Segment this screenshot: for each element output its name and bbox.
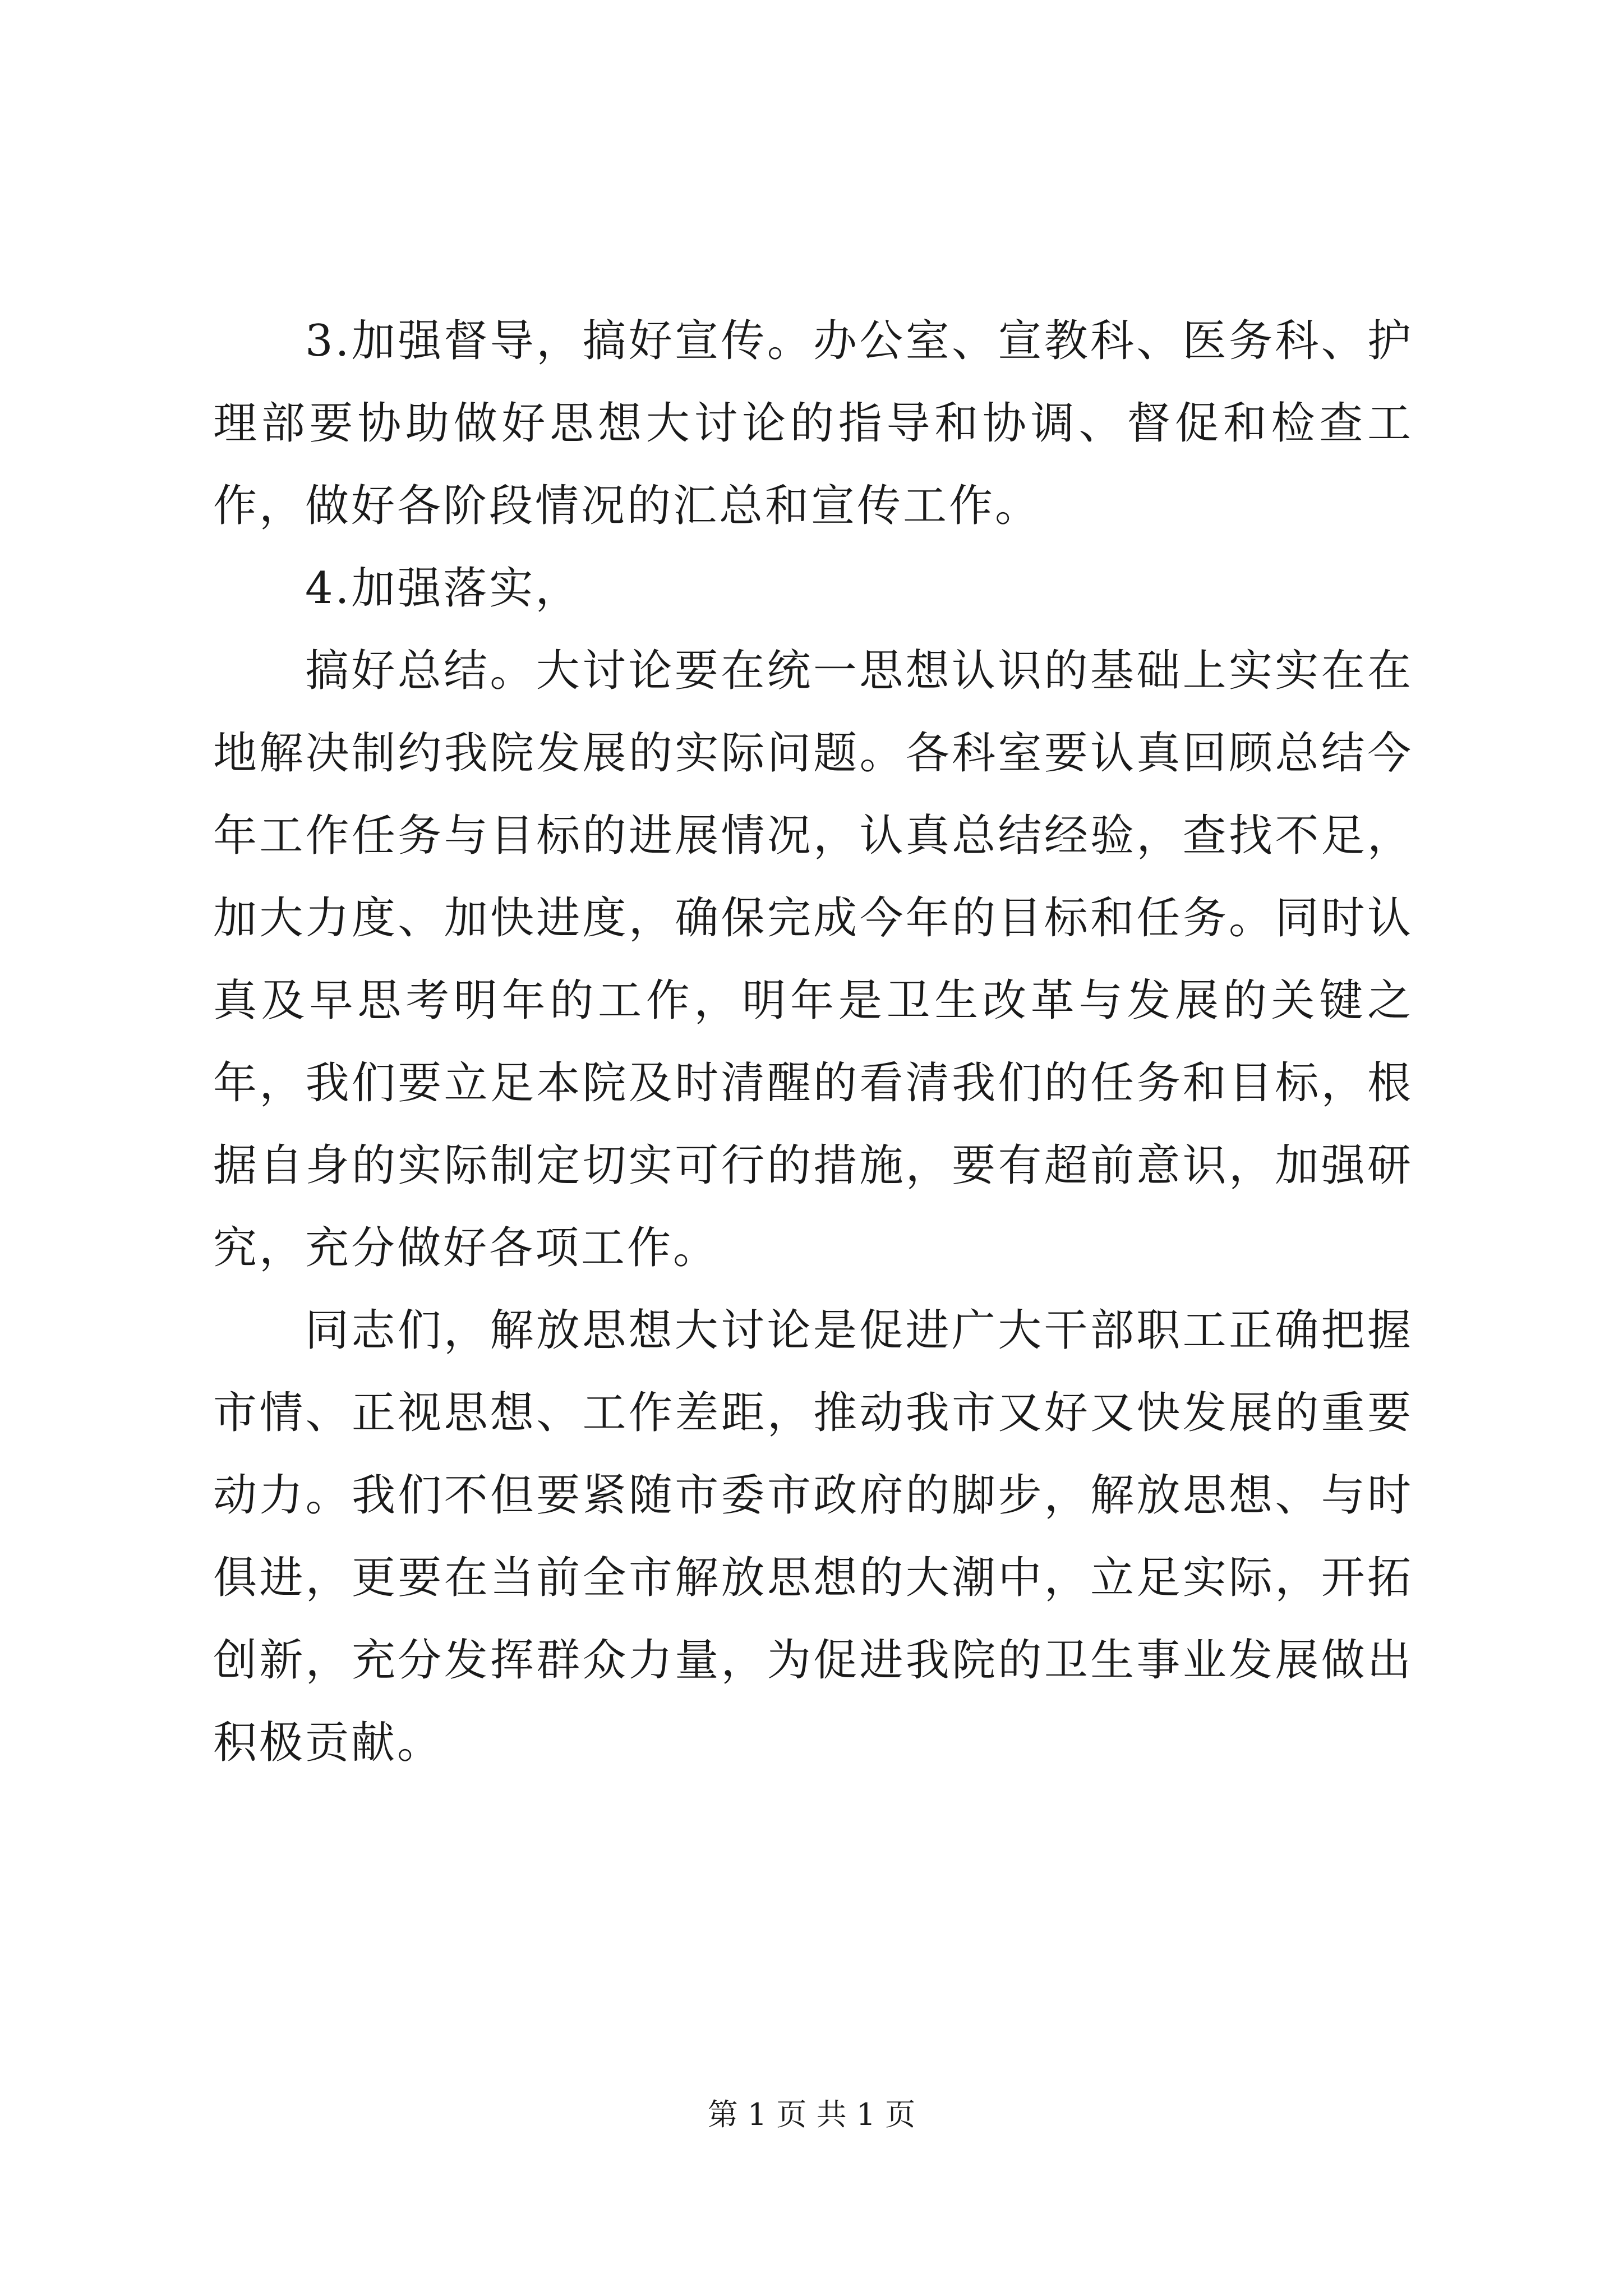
paragraph-implementation-heading: 4.加强落实，	[305, 563, 582, 614]
page-number: 第 1 页 共 1 页	[707, 2097, 916, 2132]
document-body	[213, 300, 1413, 1784]
paragraph-supervision: 3.加强督导，搞好宣传。办公室、宣教科、医务科、护理部要协助做好思想大讨论的指导和协调、督促和检查工作，做好各阶段情况的汇总和宣传工作。	[213, 316, 1413, 531]
paragraph-closing: 同志们，解放思想大讨论是促进广大干部职工正确把握市情、正视思想、工作差距，推动我市又好又快发展的重要动力。我们不但要紧随市委市政府的脚步，解放思想、与时俱进，更要在当前全市解放思想的大潮中，立足实际，开拓创新，充分发挥群众力量，为促进我院的卫生事业发展做出积极贡献。	[213, 1305, 1413, 1768]
paragraph-summary: 搞好总结。大讨论要在统一思想认识的基础上实实在在地解决制约我院发展的实际问题。各科室要认真回顾总结今年工作任务与目标的进展情况，认真总结经验，查找不足，加大力度、加快进度，确保完成今年的目标和任务。同时认真及早思考明年的工作，明年是卫生改革与发展的关键之年，我们要立足本院及时清醒的看清我们的任务和目标，根据自身的实际制定切实可行的措施，要有超前意识，加强研究，充分做好各项工作。	[213, 646, 1413, 1273]
